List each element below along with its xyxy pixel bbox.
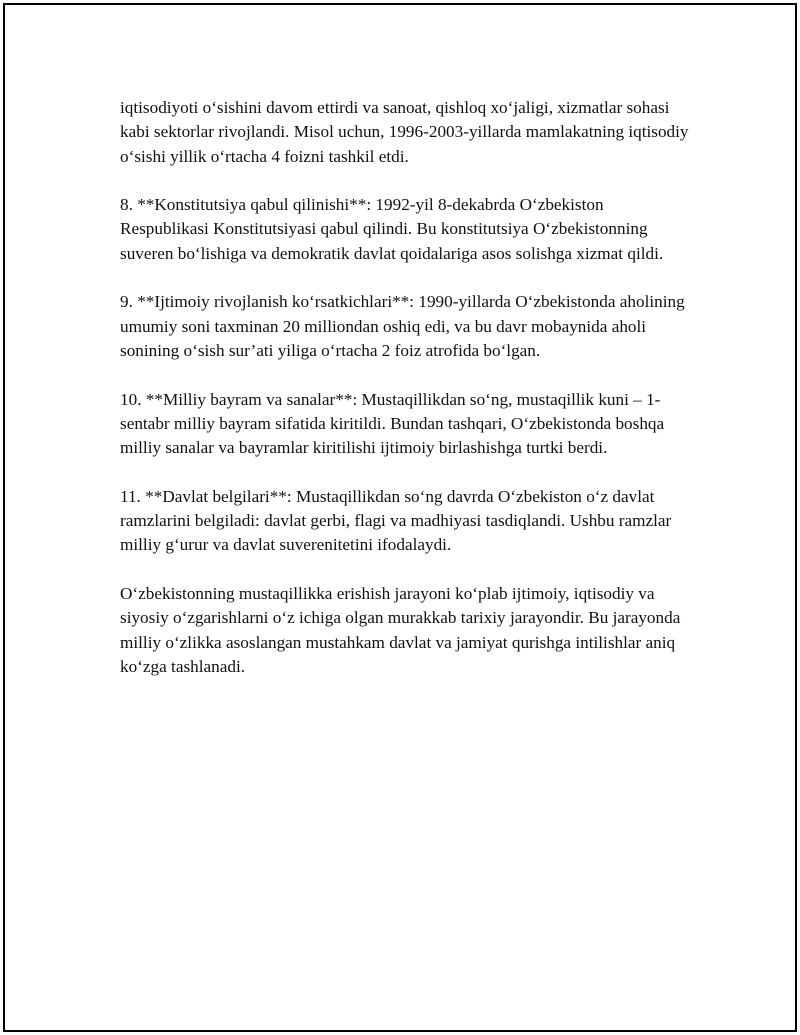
paragraph-conclusion: O‘zbekistonning mustaqillikka erishish jarayoni ko‘plab ijtimoiy, iqtisodiy va siyosiy o‘zgarishlarni o‘z ichiga olgan murakkab tarixiy jarayondir. Bu jarayonda milliy o‘zlikka asoslangan mustahkam davlat va jamiyat qurishga intilishlar aniq ko‘zga tashlanadi.: [120, 583, 681, 676]
document-body: [120, 96, 690, 703]
paragraph-constitution: 8. **Konstitutsiya qabul qilinishi**: 1992-yil 8-dekabrda O‘zbekiston Respublikasi Konstitutsiyasi qabul qilindi. Bu konstitutsiya O‘zbekistonning suveren bo‘lishiga va demokratik davlat qoidalariga asos solishga xizmat qildi.: [120, 195, 664, 263]
paragraph-economy: iqtisodiyoti o‘sishini davom ettirdi va sanoat, qishloq xo‘jaligi, xizmatlar sohasi kabi sektorlar rivojlandi. Misol uchun, 1996-2003-yillarda mamlakatning iqtisodiy o‘sishi yillik o‘rtacha 4 foizni tashkil etdi.: [120, 98, 689, 166]
paragraph-national-holidays: 10. **Milliy bayram va sanalar**: Mustaqillikdan so‘ng, mustaqillik kuni – 1-sentabr milliy bayram sifatida kiritildi. Bundan tashqari, O‘zbekistonda boshqa milliy sanalar va bayramlar kiritilishi ijtimoiy birlashishga turtki berdi.: [120, 389, 665, 458]
paragraph-state-symbols: 11. **Davlat belgilari**: Mustaqillikdan so‘ng davrda O‘zbekiston o‘z davlat ramzlarini belgiladi: davlat gerbi, flagi va madhiyasi tasdiqlandi. Ushbu ramzlar milliy g‘urur va davlat suverenitetini ifodalaydi.: [120, 486, 672, 555]
paragraph-social-indicators: 9. **Ijtimoiy rivojlanish ko‘rsatkichlari**: 1990-yillarda O‘zbekistonda aholining umumiy soni taxminan 20 milliondan oshiq edi, va bu davr mobaynida aholi sonining o‘sish sur’ati yiliga o‘rtacha 2 foiz atrofida bo‘lgan.: [120, 292, 685, 360]
document-page: [3, 3, 797, 1032]
